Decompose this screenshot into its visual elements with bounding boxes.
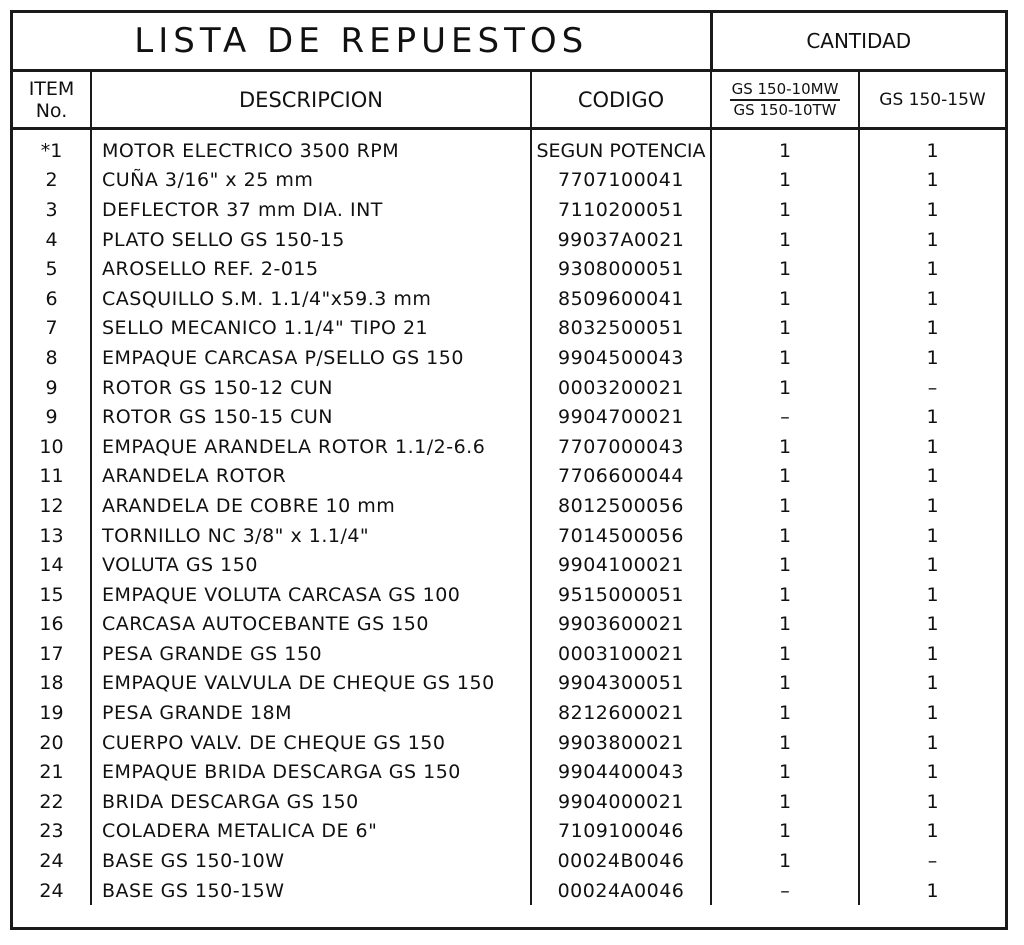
qty-b-value: 1 xyxy=(926,465,939,488)
table-row xyxy=(13,343,1005,373)
part-description: VOLUTA GS 150 xyxy=(91,550,531,580)
part-code: 8032500051 xyxy=(531,314,711,344)
table-row xyxy=(13,225,1005,255)
qty-b-value: 1 xyxy=(926,317,939,340)
part-code: 9903800021 xyxy=(531,728,711,758)
item-number: 15 xyxy=(13,580,91,610)
qty-b-value: 1 xyxy=(926,554,939,577)
item-header-line1: ITEM xyxy=(28,77,75,100)
qty-a-column-header xyxy=(711,71,859,129)
qty-a-value: 1 xyxy=(711,817,859,847)
table-row xyxy=(13,728,1005,758)
table-row xyxy=(13,491,1005,521)
part-description: ARANDELA DE COBRE 10 mm xyxy=(91,491,531,521)
part-description: TORNILLO NC 3/8" x 1.1/4" xyxy=(91,521,531,551)
part-code: 9904100021 xyxy=(531,550,711,580)
qty-b-value: – xyxy=(927,376,938,399)
qty-a-value: 1 xyxy=(711,136,859,166)
table-row xyxy=(13,787,1005,817)
part-description: CASQUILLO S.M. 1.1/4"x59.3 mm xyxy=(91,284,531,314)
table-row xyxy=(13,166,1005,196)
item-number: *1 xyxy=(13,136,91,166)
part-code: 9904500043 xyxy=(531,343,711,373)
table-row xyxy=(13,817,1005,847)
part-description: BRIDA DESCARGA GS 150 xyxy=(91,787,531,817)
item-number: 8 xyxy=(13,343,91,373)
item-number: 3 xyxy=(13,195,91,225)
part-code: 0003200021 xyxy=(531,373,711,403)
part-description: PESA GRANDE GS 150 xyxy=(91,639,531,669)
qty-a-value: 1 xyxy=(711,846,859,876)
qty-b-value: 1 xyxy=(926,613,939,636)
part-description: CARCASA AUTOCEBANTE GS 150 xyxy=(91,610,531,640)
qty-a-header-line2: GS 150-10TW xyxy=(733,100,837,119)
part-code: 9903600021 xyxy=(531,610,711,640)
qty-b-value: 1 xyxy=(926,139,939,162)
part-code: 9904400043 xyxy=(531,757,711,787)
part-description: EMPAQUE VALVULA DE CHEQUE GS 150 xyxy=(91,669,531,699)
item-number: 5 xyxy=(13,254,91,284)
part-description: PESA GRANDE 18M xyxy=(91,698,531,728)
part-code: 9904700021 xyxy=(531,402,711,432)
item-number: 21 xyxy=(13,757,91,787)
part-description: MOTOR ELECTRICO 3500 RPM xyxy=(91,136,531,166)
table-row xyxy=(13,580,1005,610)
qty-a-value: 1 xyxy=(711,757,859,787)
item-number: 2 xyxy=(13,166,91,196)
part-description: EMPAQUE ARANDELA ROTOR 1.1/2-6.6 xyxy=(91,432,531,462)
table-row xyxy=(13,698,1005,728)
qty-a-value: 1 xyxy=(711,580,859,610)
qty-a-value: 1 xyxy=(711,343,859,373)
qty-b-column-header: GS 150-15W xyxy=(859,71,1005,129)
item-number: 24 xyxy=(13,846,91,876)
qty-a-value: 1 xyxy=(711,284,859,314)
qty-b-value: 1 xyxy=(926,435,939,458)
table-row xyxy=(13,314,1005,344)
item-header-line2: No. xyxy=(35,99,68,122)
item-number: 18 xyxy=(13,669,91,699)
table-row xyxy=(13,757,1005,787)
qty-a-value: 1 xyxy=(711,610,859,640)
qty-a-value: 1 xyxy=(711,225,859,255)
qty-b-value: 1 xyxy=(926,731,939,754)
qty-b-value: 1 xyxy=(926,642,939,665)
part-code: 00024B0046 xyxy=(531,846,711,876)
item-number: 9 xyxy=(13,373,91,403)
qty-a-value: 1 xyxy=(711,698,859,728)
part-code: 8212600021 xyxy=(531,698,711,728)
part-code: 7110200051 xyxy=(531,195,711,225)
table-row xyxy=(13,876,1005,906)
qty-a-value: 1 xyxy=(711,491,859,521)
item-number: 12 xyxy=(13,491,91,521)
part-code: 9308000051 xyxy=(531,254,711,284)
part-description: DEFLECTOR 37 mm DIA. INT xyxy=(91,195,531,225)
part-description: ARANDELA ROTOR xyxy=(91,462,531,492)
table-row xyxy=(13,639,1005,669)
table-row xyxy=(13,669,1005,699)
part-description: SELLO MECANICO 1.1/4" TIPO 21 xyxy=(91,314,531,344)
part-description: PLATO SELLO GS 150-15 xyxy=(91,225,531,255)
part-description: ROTOR GS 150-12 CUN xyxy=(91,373,531,403)
qty-b-value: 1 xyxy=(926,169,939,192)
title-row xyxy=(13,13,1005,71)
qty-a-value: – xyxy=(711,876,859,906)
table-row xyxy=(13,846,1005,876)
qty-b-value: 1 xyxy=(926,258,939,281)
part-description: CUERPO VALV. DE CHEQUE GS 150 xyxy=(91,728,531,758)
item-number: 24 xyxy=(13,876,91,906)
item-number: 6 xyxy=(13,284,91,314)
table-row xyxy=(13,136,1005,166)
part-code: 7707100041 xyxy=(531,166,711,196)
part-code: 9515000051 xyxy=(531,580,711,610)
part-code: 9904000021 xyxy=(531,787,711,817)
part-description: EMPAQUE BRIDA DESCARGA GS 150 xyxy=(91,757,531,787)
qty-a-value: 1 xyxy=(711,550,859,580)
item-number: 14 xyxy=(13,550,91,580)
qty-b-value: 1 xyxy=(926,287,939,310)
table-row xyxy=(13,432,1005,462)
part-code: 00024A0046 xyxy=(531,876,711,906)
qty-a-value: 1 xyxy=(711,195,859,225)
item-number: 10 xyxy=(13,432,91,462)
qty-a-value: 1 xyxy=(711,314,859,344)
part-code: 7706600044 xyxy=(531,462,711,492)
qty-b-value: 1 xyxy=(926,879,939,902)
table-row xyxy=(13,284,1005,314)
table-row xyxy=(13,610,1005,640)
item-number: 23 xyxy=(13,817,91,847)
qty-a-value: 1 xyxy=(711,787,859,817)
qty-b-value: 1 xyxy=(926,198,939,221)
item-number: 4 xyxy=(13,225,91,255)
qty-b-value: 1 xyxy=(926,346,939,369)
qty-a-value: – xyxy=(711,402,859,432)
qty-b-value: 1 xyxy=(926,702,939,725)
qty-b-value: 1 xyxy=(926,820,939,843)
item-number: 17 xyxy=(13,639,91,669)
part-description: ROTOR GS 150-15 CUN xyxy=(91,402,531,432)
table-row xyxy=(13,373,1005,403)
qty-a-value: 1 xyxy=(711,639,859,669)
part-description: EMPAQUE VOLUTA CARCASA GS 100 xyxy=(91,580,531,610)
item-number: 22 xyxy=(13,787,91,817)
qty-a-value: 1 xyxy=(711,521,859,551)
part-description: EMPAQUE CARCASA P/SELLO GS 150 xyxy=(91,343,531,373)
item-number: 13 xyxy=(13,521,91,551)
part-description: AROSELLO REF. 2-015 xyxy=(91,254,531,284)
qty-a-value: 1 xyxy=(711,728,859,758)
list-title: LISTA DE REPUESTOS xyxy=(13,13,711,71)
qty-a-header-line1: GS 150-10MW xyxy=(730,80,841,101)
qty-b-value: 1 xyxy=(926,583,939,606)
part-description: COLADERA METALICA DE 6" xyxy=(91,817,531,847)
item-column-header xyxy=(13,71,91,129)
part-code: 8012500056 xyxy=(531,491,711,521)
code-column-header: CODIGO xyxy=(531,71,711,129)
qty-a-value: 1 xyxy=(711,462,859,492)
table-row xyxy=(13,462,1005,492)
qty-b-value: 1 xyxy=(926,672,939,695)
qty-b-value: 1 xyxy=(926,761,939,784)
qty-b-value: 1 xyxy=(926,524,939,547)
qty-b-value: 1 xyxy=(926,406,939,429)
qty-b-value: 1 xyxy=(926,790,939,813)
qty-a-value: 1 xyxy=(711,166,859,196)
item-number: 19 xyxy=(13,698,91,728)
table-row xyxy=(13,521,1005,551)
part-description: BASE GS 150-10W xyxy=(91,846,531,876)
parts-table xyxy=(13,13,1005,905)
qty-a-value: 1 xyxy=(711,432,859,462)
part-code: 7707000043 xyxy=(531,432,711,462)
qty-b-value: – xyxy=(927,850,938,873)
table-row xyxy=(13,195,1005,225)
table-row xyxy=(13,402,1005,432)
qty-a-value: 1 xyxy=(711,373,859,403)
part-description: CUÑA 3/16" x 25 mm xyxy=(91,166,531,196)
item-number: 20 xyxy=(13,728,91,758)
table-row xyxy=(13,550,1005,580)
part-code: 9904300051 xyxy=(531,669,711,699)
qty-a-value: 1 xyxy=(711,254,859,284)
qty-b-value: 1 xyxy=(926,228,939,251)
table-row xyxy=(13,254,1005,284)
description-column-header: DESCRIPCION xyxy=(91,71,531,129)
item-number: 11 xyxy=(13,462,91,492)
qty-b-value: 1 xyxy=(926,494,939,517)
parts-list-sheet xyxy=(10,10,1008,930)
part-code: 7014500056 xyxy=(531,521,711,551)
part-code: 8509600041 xyxy=(531,284,711,314)
item-number: 16 xyxy=(13,610,91,640)
part-code: SEGUN POTENCIA xyxy=(531,136,711,166)
part-code: 0003100021 xyxy=(531,639,711,669)
part-code: 7109100046 xyxy=(531,817,711,847)
parts-table-body xyxy=(13,129,1005,906)
part-code: 99037A0021 xyxy=(531,225,711,255)
item-number: 7 xyxy=(13,314,91,344)
part-description: BASE GS 150-15W xyxy=(91,876,531,906)
qty-a-value: 1 xyxy=(711,669,859,699)
quantity-header: CANTIDAD xyxy=(711,13,1005,71)
item-number: 9 xyxy=(13,402,91,432)
column-header-row xyxy=(13,71,1005,129)
